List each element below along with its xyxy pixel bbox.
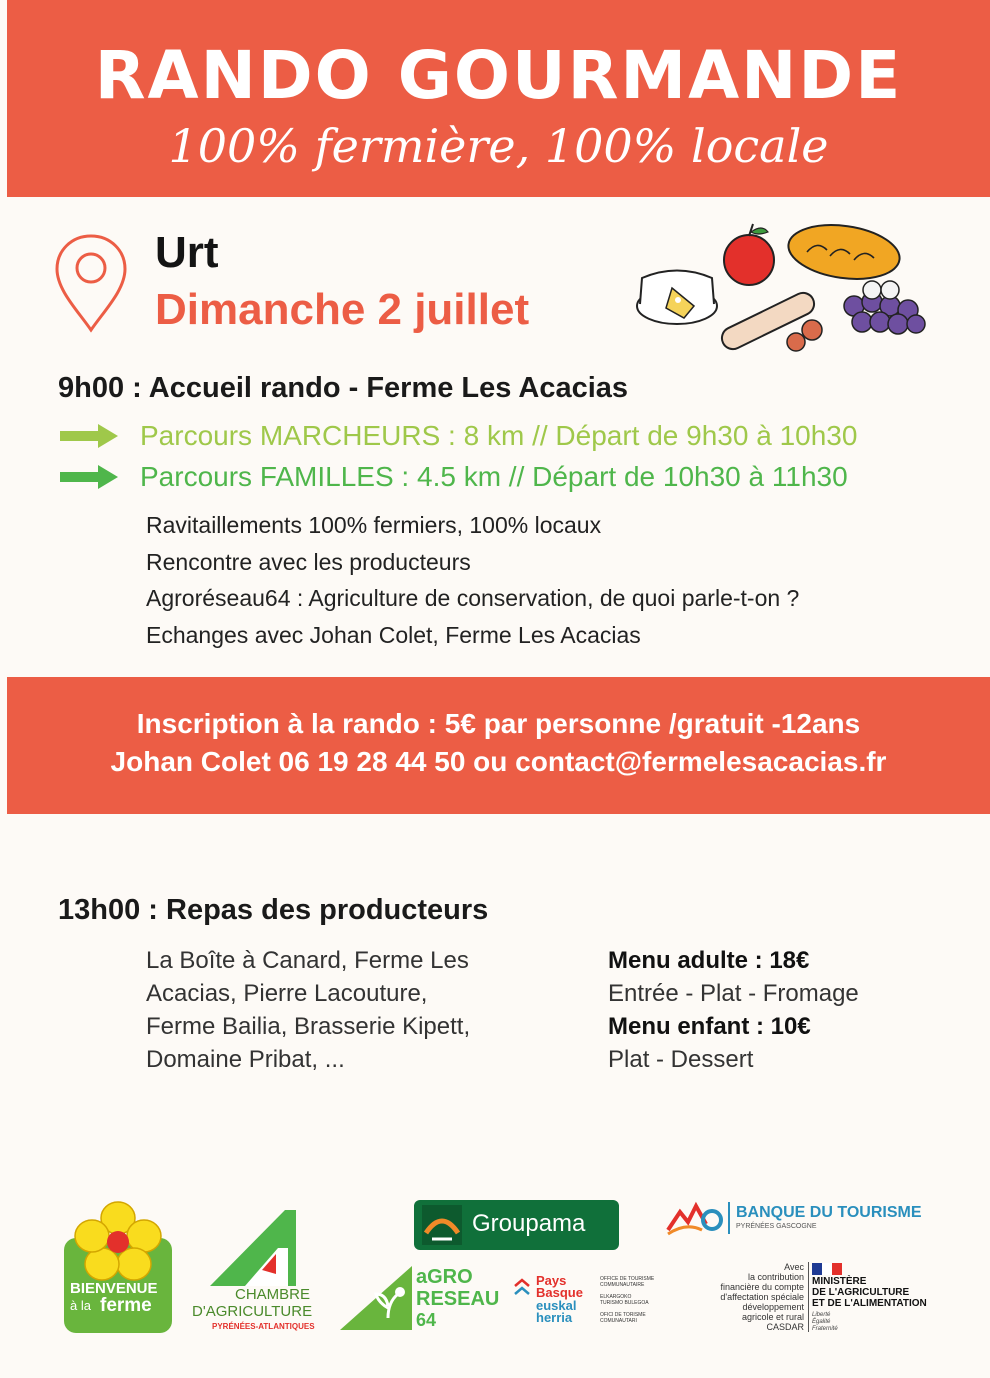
list-item: Ferme Bailia, Brasserie Kipett, <box>146 1013 471 1040</box>
list-item: Agroréseau64 : Agriculture de conservation, de quoi parle-t-on ? <box>146 585 800 611</box>
list-item: Acacias, Pierre Lacouture, <box>146 980 428 1007</box>
menu-child-content: Plat - Dessert <box>608 1046 754 1073</box>
bread-illustration <box>785 218 903 285</box>
route-marcheurs <box>58 420 857 452</box>
chambre-a-icon <box>190 1208 320 1290</box>
location-pin-icon <box>53 232 129 334</box>
pays-basque-icon <box>514 1278 530 1298</box>
event-date: Dimanche 2 juillet <box>155 285 530 334</box>
header-banner <box>7 0 990 197</box>
sausage-illustration <box>718 289 822 353</box>
inscription-banner <box>7 677 990 814</box>
banque-du-tourisme-logo: BANQUE DU TOURISME PYRÉNÉES GASCOGNE <box>666 1200 946 1240</box>
poster-subtitle: 100% fermière, 100% locale <box>168 119 829 173</box>
pays-basque-logo: Pays Basque euskal herria OFFICE DE TOURISME COMMUNAUTAIRE ELKARGOKO TURISMO BULEGOA OFICI DE TORISME COMUNAUTARI <box>514 1274 674 1330</box>
list-item: Rencontre avec les producteurs <box>146 548 471 575</box>
inscription-price: Inscription à la rando : 5€ par personne /gratuit -12ans <box>136 708 861 739</box>
activities-list <box>146 507 799 653</box>
list-item: Domaine Pribat, ... <box>146 1046 345 1073</box>
route-marcheurs-label: Parcours MARCHEURS : 8 km // Départ de 9h30 à 10h30 <box>140 420 858 451</box>
french-flag-icon <box>812 1263 842 1275</box>
route-familles-label: Parcours FAMILLES : 4.5 km // Départ de 10h30 à 11h30 <box>140 461 848 492</box>
menu-child-label: Menu enfant : 10€ <box>608 1013 811 1040</box>
menu-adult-content: Entrée - Plat - Fromage <box>608 980 859 1007</box>
apple-illustration <box>724 224 774 285</box>
groupama-icon <box>420 1203 464 1247</box>
event-city: Urt <box>155 228 219 277</box>
chambre-agriculture-logo: CHAMBRE D'AGRICULTURE PYRÉNÉES-ATLANTIQUES <box>190 1208 320 1333</box>
menu-adult-label: Menu adulte : 18€ <box>608 947 810 974</box>
morning-heading: 9h00 : Accueil rando - Ferme Les Acacias <box>58 372 629 404</box>
list-item: La Boîte à Canard, Ferme Les <box>146 947 469 974</box>
groupama-logo: Groupama <box>414 1200 619 1250</box>
food-illustration <box>632 218 932 356</box>
inscription-contact: Johan Colet 06 19 28 44 50 ou contact@fermelesacacias.fr <box>110 746 887 777</box>
banque-tourisme-icon <box>666 1200 724 1236</box>
poster-title: RANDO GOURMANDE <box>94 37 903 114</box>
grapes-illustration <box>844 281 925 334</box>
lunch-heading: 13h00 : Repas des producteurs <box>58 894 489 926</box>
agroreseau64-logo: aGRO RESEAU 64 <box>340 1262 510 1336</box>
list-item: Ravitaillements 100% fermiers, 100% locaux <box>146 512 602 538</box>
cheese-illustration <box>637 271 717 325</box>
list-item: Echanges avec Johan Colet, Ferme Les Acacias <box>146 621 641 648</box>
producers-list <box>146 944 470 1076</box>
ministere-logo: MINISTÈRE DE L'AGRICULTURE ET DE L'ALIMENTATION Liberté Égalité Fraternité <box>812 1262 952 1336</box>
casdar-divider <box>808 1262 809 1332</box>
bienvenue-a-la-ferme-logo: BIENVENUE à la ferme <box>60 1200 176 1335</box>
agroreseau-leaf-icon <box>340 1262 420 1332</box>
arrow-right-icon <box>58 464 120 490</box>
menu-block <box>608 944 859 1076</box>
route-familles <box>58 461 848 493</box>
arrow-right-icon <box>58 423 120 449</box>
casdar-text: Avec la contribution financière du compte d'affectation spéciale développement agricole et rural CASDAR <box>720 1262 804 1332</box>
